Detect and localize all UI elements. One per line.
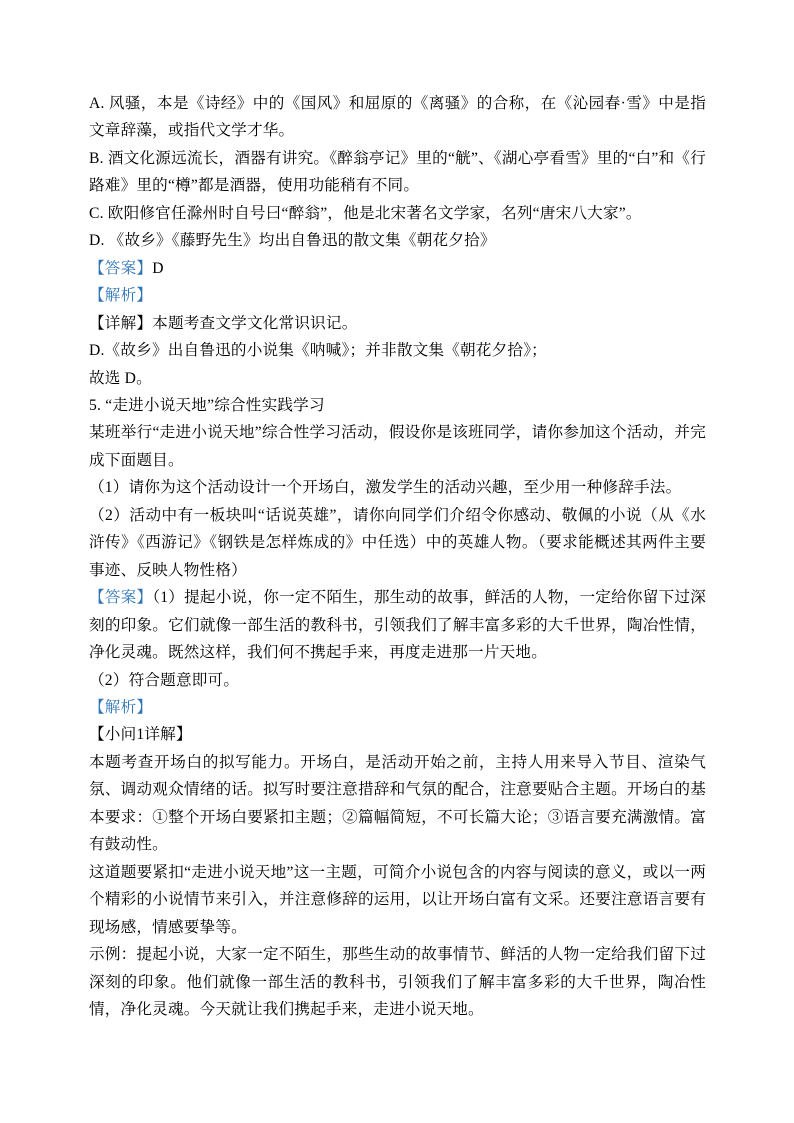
option-c-text: C. 欧阳修官任滁州时自号曰“醉翁”，他是北宋著名文学家，名列“唐宋八大家”。 [89,204,642,222]
subquestion-1-heading-text: 【小问1详解】 [89,726,192,744]
detail-conclusion-text: 故选 D。 [89,369,152,387]
question-5-title [89,392,706,419]
detail-option-d-text: D.《故乡》出自鲁迅的小说集《呐喊》；并非散文集《朝花夕拾》； [89,342,547,360]
analysis-label: 【解析】 [89,698,153,716]
detail-option-d-explanation [89,337,706,364]
question-5-task-2-text: （2）活动中有一板块叫“话说英雄”，请你向同学们介绍令你感动、敬佩的小说（从《水浒传》《西游记》《钢铁是怎样炼成的》中任选）中的英雄人物。（要求能概述其两件主要事迹、反映人物性格） [89,506,706,579]
option-d [89,227,706,254]
question-5-task-1 [89,474,706,501]
answer-block-q5 [89,584,706,666]
option-a-text: A. 风骚，本是《诗经》中的《国风》和屈原的《离骚》的合称，在《沁园春·雪》中是指文章辞藻，或指代文学才华。 [89,95,706,140]
question-5-intro [89,419,706,474]
option-c [89,200,706,227]
question-5-title-text: 5. “走进小说天地”综合性实践学习 [89,396,325,414]
answer-label: 【答案】 [89,589,153,607]
question-5-task-2 [89,502,706,584]
answer-part-1-text: （1）提起小说，你一定不陌生，那生动的故事，鲜活的人物，一定给你留下过深刻的印象。它们就像一部生活的教科书，引领我们了解丰富多彩的大千世界，陶冶性情，净化灵魂。既然这样，我们何不携起手来，再度走进那一片天地。 [89,589,706,662]
answer-label: 【答案】 [89,259,153,277]
detail-text: 【详解】本题考查文学文化常识识记。 [89,314,358,332]
question-5-task-1-text: （1）请你为这个活动设计一个开场白，激发学生的活动兴趣，至少用一种修辞手法。 [89,479,682,497]
question-5-intro-text: 某班举行“走进小说天地”综合性学习活动，假设你是该班同学，请你参加这个活动，并完成下面题目。 [89,424,706,469]
answer-block-q4 [89,255,706,282]
analysis-paragraph-1-q5 [89,749,706,859]
option-b-text: B. 酒文化源远流长，酒器有讲究。《醉翁亭记》里的“觥”、《湖心亭看雪》里的“白”和《行路难》里的“樽”都是酒器，使用功能稍有不同。 [89,149,706,195]
analysis-heading-q4 [89,282,706,309]
subquestion-1-heading [89,721,706,748]
analysis-example-text: 示例：提起小说，大家一定不陌生，那些生动的故事情节、鲜活的人物一定给我们留下过深刻的印象。他们就像一部生活的教科书，引领我们了解丰富多彩的大千世界，陶冶性情，净化灵魂。今天就让我们携起手来，走进小说天地。 [89,946,706,1018]
answer-value: D [152,259,164,277]
detail-paragraph-q4 [89,310,706,337]
analysis-paragraph-1-text: 本题考查开场白的拟写能力。开场白，是活动开始之前，主持人用来导入节目、渲染气氛、调动观众情绪的话。拟写时要注意措辞和气氛的配合，注意要贴合主题。开场白的基本要求：①整个开场白要紧扣主题；②篇幅简短，不可长篇大论；③语言要充满激情。富有鼓动性。 [89,753,706,854]
analysis-label: 【解析】 [89,287,153,305]
document-content [89,90,706,1023]
answer-part-2-q5 [89,667,706,694]
option-d-text: D. 《故乡》《藤野先生》均出自鲁迅的散文集《朝花夕拾》 [89,232,496,250]
option-b [89,145,706,200]
analysis-heading-q5 [89,694,706,721]
option-a [89,90,706,145]
answer-part-2-text: （2）符合题意即可。 [89,671,240,689]
analysis-paragraph-2-q5 [89,859,706,941]
analysis-paragraph-2-text: 这道题要紧扣“走进小说天地”这一主题，可简介小说包含的内容与阅读的意义，或以一两个精彩的小说情节来引入，并注意修辞的运用，以让开场白富有文采。还要注意语言要有现场感，情感要挚等。 [89,863,706,936]
analysis-example-q5 [89,941,706,1023]
detail-conclusion-q4 [89,365,706,392]
